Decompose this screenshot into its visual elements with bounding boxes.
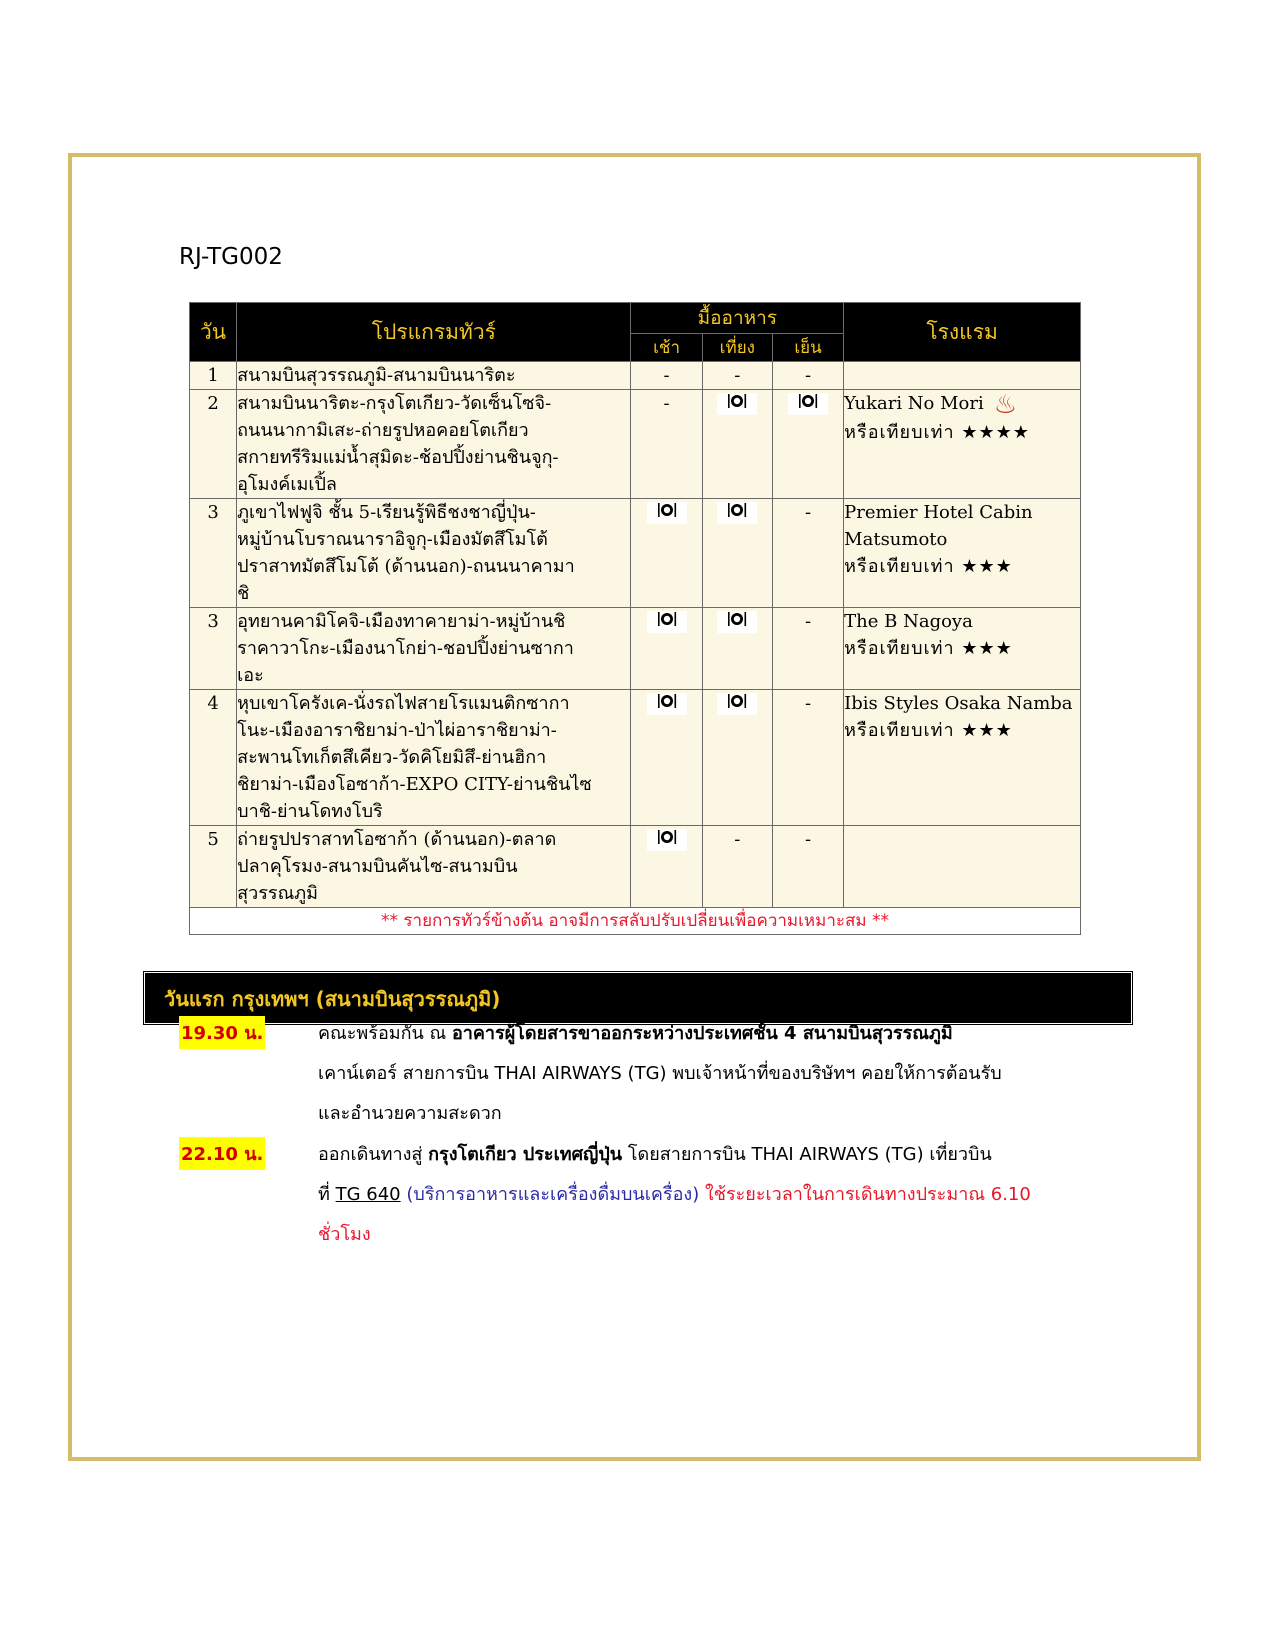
row-hotel — [844, 608, 1081, 690]
meal-lunch — [702, 499, 772, 608]
hotel-name — [844, 690, 1080, 717]
no-meal-dash: - — [663, 365, 670, 386]
plate-cutlery-icon — [647, 693, 687, 715]
plate-cutlery-icon — [717, 502, 757, 524]
row-program — [237, 826, 631, 908]
program-line: สะพานโทเก็ตสึเคียว-วัดคิโยมิสึ-ย่านฮิกา — [237, 747, 547, 768]
meal-service-text: (บริการอาหารและเครื่องดื่มบนเครื่อง) — [400, 1184, 700, 1205]
program-line: โนะ-เมืองอาราชิยาม่า-ป่าไผ่อาราชิยาม่า- — [237, 720, 557, 741]
day1-header: วันแรก กรุงเทพฯ (สนามบินสุวรรณภูมิ) — [146, 974, 1130, 1022]
line-bold-text: กรุงโตเกียว ประเทศญี่ปุ่น — [428, 1144, 623, 1165]
no-meal-dash: - — [805, 829, 812, 850]
row-program — [237, 362, 631, 390]
hotel-name — [844, 499, 1080, 553]
time-1930: 19.30 น. — [179, 1016, 265, 1049]
program-line: ปลาคุโรมง-สนามบินคันไซ-สนามบิน — [237, 856, 518, 877]
no-meal-dash: - — [734, 365, 741, 386]
meal-breakfast — [631, 499, 702, 608]
itinerary-line — [318, 1139, 992, 1168]
meal-lunch — [702, 608, 772, 690]
plate-cutlery-icon — [647, 829, 687, 851]
meal-breakfast — [631, 362, 702, 390]
meal-breakfast — [631, 608, 702, 690]
meal-dinner — [772, 390, 843, 499]
header-hotel: โรงแรม — [844, 303, 1081, 362]
meal-dinner — [772, 690, 843, 826]
no-meal-dash: - — [734, 829, 741, 850]
program-line: บาชิ-ย่านโดทงโบริ — [237, 801, 383, 822]
program-line: หมู่บ้านโบราณนาราอิจูกุ-เมืองมัตสึโมโต้ — [237, 529, 548, 550]
table-row — [190, 690, 1081, 826]
itinerary-line: เคาน์เตอร์ สายการบิน THAI AIRWAYS (TG) พบเจ้าหน้าที่ของบริษัทฯ คอยให้การต้อนรับ — [318, 1063, 1002, 1084]
row-day: 1 — [190, 362, 237, 390]
hotel-name-text: Ibis Styles Osaka Namba — [844, 693, 1073, 714]
program-line: ราคาวาโกะ-เมืองนาโกย่า-ชอปปิ้งย่านซากา — [237, 638, 574, 659]
program-line: ภูเขาไฟฟูจิ ชั้น 5-เรียนรู้พิธีชงชาญี่ปุ่น- — [237, 502, 536, 523]
table-row — [190, 608, 1081, 690]
header-dinner: เย็น — [772, 334, 843, 362]
flight-number: TG 640 — [335, 1184, 401, 1205]
program-line: ถนนนากามิเสะ-ถ่ายรูปหอคอยโตเกียว — [237, 420, 529, 441]
header-program: โปรแกรมทัวร์ — [237, 303, 631, 362]
hotel-name-text: Premier Hotel Cabin Matsumoto — [844, 502, 1033, 550]
program-line: สนามบินสุวรรณภูมิ-สนามบินนาริตะ — [237, 365, 516, 386]
meal-lunch — [702, 690, 772, 826]
no-meal-dash: - — [663, 393, 670, 414]
row-program — [237, 608, 631, 690]
table-row — [190, 390, 1081, 499]
plate-cutlery-icon — [788, 393, 828, 415]
line-text: ออกเดินทางสู่ — [318, 1144, 429, 1165]
tour-code: RJ-TG002 — [179, 244, 283, 270]
plate-cutlery-icon — [717, 693, 757, 715]
program-line: อุทยานคามิโคจิ-เมืองทาคายาม่า-หมู่บ้านชิ — [237, 611, 566, 632]
itinerary-line: และอำนวยความสะดวก — [318, 1103, 502, 1124]
row-day: 4 — [190, 690, 237, 826]
line-text: ที่ — [318, 1184, 336, 1205]
meal-breakfast — [631, 826, 702, 908]
program-line: ชิยาม่า-เมืองโอซาก้า-EXPO CITY-ย่านชินไซ — [237, 774, 592, 795]
meal-lunch — [702, 362, 772, 390]
row-hotel — [844, 390, 1081, 499]
row-day: 3 — [190, 499, 237, 608]
program-line: อุโมงค์เมเปิ้ล — [237, 474, 337, 495]
no-meal-dash: - — [805, 365, 812, 386]
no-meal-dash: - — [805, 502, 812, 523]
row-day: 5 — [190, 826, 237, 908]
plate-cutlery-icon — [717, 393, 757, 415]
program-line: ชิ — [237, 583, 250, 604]
line-text: โดยสายการบิน THAI AIRWAYS (TG) เที่ยวบิน — [622, 1144, 992, 1165]
meal-dinner — [772, 826, 843, 908]
table-row — [190, 826, 1081, 908]
meal-lunch — [702, 390, 772, 499]
program-table — [189, 302, 1081, 935]
onsen-icon: ♨ — [993, 390, 1018, 420]
header-day: วัน — [190, 303, 237, 362]
program-line: สกายทรีริมแม่น้ำสุมิดะ-ช้อปปิ้งย่านชินจูกุ- — [237, 447, 559, 468]
row-program — [237, 390, 631, 499]
row-hotel — [844, 362, 1081, 390]
program-line: หุบเขาโครังเค-นั่งรถไฟสายโรแมนติกซากา — [237, 693, 570, 714]
meal-breakfast — [631, 390, 702, 499]
row-program — [237, 499, 631, 608]
row-hotel — [844, 499, 1081, 608]
hotel-rating: หรือเทียบเท่า ★★★ — [844, 556, 1013, 577]
meal-dinner — [772, 499, 843, 608]
meal-lunch — [702, 826, 772, 908]
table-row — [190, 362, 1081, 390]
meal-breakfast — [631, 690, 702, 826]
header-breakfast: เช้า — [631, 334, 702, 362]
plate-cutlery-icon — [647, 611, 687, 633]
hotel-rating: หรือเทียบเท่า ★★★ — [844, 720, 1013, 741]
plate-cutlery-icon — [717, 611, 757, 633]
program-line: สุวรรณภูมิ — [237, 883, 319, 904]
hotel-name — [844, 608, 1080, 635]
row-day: 3 — [190, 608, 237, 690]
hotel-rating: หรือเทียบเท่า ★★★ — [844, 638, 1013, 659]
header-meals: มื้ออาหาร — [631, 303, 844, 334]
meal-dinner — [772, 362, 843, 390]
program-line: ปราสาทมัตสึโมโต้ (ด้านนอก)-ถนนนาคามา — [237, 556, 575, 577]
program-line: ถ่ายรูปปราสาทโอซาก้า (ด้านนอก)-ตลาด — [237, 829, 557, 850]
no-meal-dash: - — [805, 693, 812, 714]
hotel-rating: หรือเทียบเท่า ★★★★ — [844, 422, 1030, 443]
line-text: คณะพร้อมกัน ณ — [318, 1023, 452, 1044]
itinerary-line — [318, 1018, 953, 1047]
hotel-name — [844, 390, 1080, 419]
header-lunch: เที่ยง — [702, 334, 772, 362]
program-line: สนามบินนาริตะ-กรุงโตเกียว-วัดเซ็นโซจิ- — [237, 393, 552, 414]
plate-cutlery-icon — [647, 502, 687, 524]
itinerary-line: ชั่วโมง — [318, 1224, 371, 1245]
hotel-name-text: Yukari No Mori — [844, 393, 984, 414]
line-bold-text: อาคารผู้โดยสารขาออกระหว่างประเทศชั้น 4 สนามบินสุวรรณภูมิ — [451, 1023, 953, 1044]
time-2210: 22.10 น. — [179, 1137, 265, 1170]
meal-dinner — [772, 608, 843, 690]
table-note: ** รายการทัวร์ข้างต้น อาจมีการสลับปรับเปลี่ยนเพื่อความเหมาะสม ** — [190, 908, 1081, 935]
row-hotel — [844, 690, 1081, 826]
row-program — [237, 690, 631, 826]
table-row — [190, 499, 1081, 608]
hotel-name-text: The B Nagoya — [844, 611, 973, 632]
row-hotel — [844, 826, 1081, 908]
program-line: เอะ — [237, 665, 264, 686]
row-day: 2 — [190, 390, 237, 499]
duration-text: ใช้ระยะเวลาในการเดินทางประมาณ 6.10 — [699, 1184, 1031, 1205]
itinerary-line — [318, 1179, 1031, 1208]
no-meal-dash: - — [805, 611, 812, 632]
